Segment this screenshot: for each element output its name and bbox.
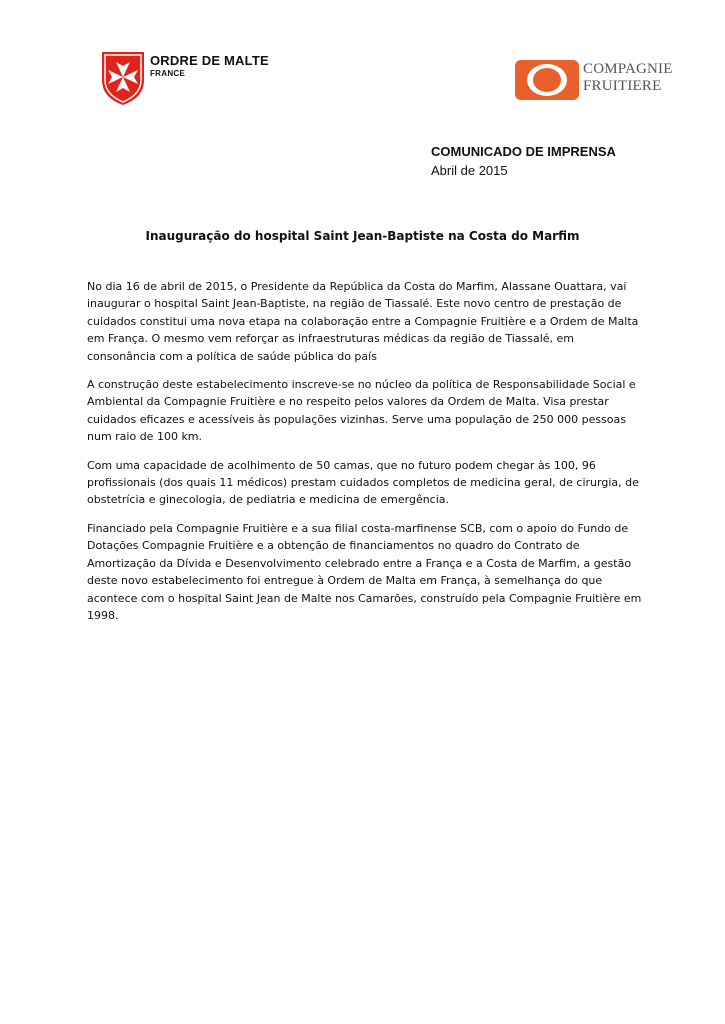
press-release-label: COMUNICADO DE IMPRENSA xyxy=(431,144,616,159)
paragraph: A construção deste estabelecimento inscreve-se no núcleo da política de Responsabilidade Social e Ambiental da Compagnie Fruitière e no respeito pelos valores da Ordem de Malta. Visa prestar cuidados eficazes e acessíveis às populações vizinhas. Serve uma população de 250 000 pessoas num raio de 100 km. xyxy=(87,378,636,444)
ordre-de-malte-logo xyxy=(100,50,270,108)
document-body xyxy=(87,278,643,635)
ordre-de-malte-country: FRANCE xyxy=(150,69,186,78)
compagnie-fruitiere-line1: COMPAGNIE xyxy=(583,61,673,77)
paragraph: No dia 16 de abril de 2015, o Presidente da República da Costa do Marfim, Alassane Ouattara, vai inaugurar o hospital Saint Jean-Baptiste, na região de Tiassalé. Este novo centro de prestação de cuidados constitui uma nova etapa na colaboração entre a Compagnie Fruitière e a Ordem de Malta em França. O mesmo vem reforçar as infraestruturas médicas da região de Tiassalé, em consonância com a política de saúde pública do país xyxy=(87,280,639,363)
compagnie-fruitiere-logo xyxy=(513,58,688,102)
paragraph: Financiado pela Compagnie Fruitière e a sua filial costa-marfinense SCB, com o apoio do Fundo de Dotações Compagnie Fruitière e a obtenção de financiamentos no quadro do Contrato de Amortização da Dívida e Desenvolvimento celebrado entre a França e a Costa de Marfim, a gestão deste novo estabelecimento foi entregue à Ordem de Malta em França, à semelhança do que acontece com o hospital Saint Jean de Malte nos Camarões, construído pela Compagnie Fruitière em 1998. xyxy=(87,521,642,622)
press-release-block xyxy=(431,142,616,180)
maltese-cross-shield-icon xyxy=(100,50,146,106)
ordre-de-malte-name: ORDRE DE MALTE xyxy=(150,53,269,68)
compagnie-fruitiere-line2: FRUITIERE xyxy=(583,78,662,94)
press-release-date: Abril de 2015 xyxy=(431,163,508,178)
compagnie-fruitiere-mark-icon xyxy=(513,58,581,102)
paragraph: Com uma capacidade de acolhimento de 50 camas, que no futuro podem chegar às 100, 96 profissionais (dos quais 11 médicos) prestam cuidados completos de medicina geral, de cirurgia, de obstetrícia e ginecologia, de pediatria e medicina de emergência. xyxy=(87,458,639,507)
document-title: Inauguração do hospital Saint Jean-Baptiste na Costa do Marfim xyxy=(145,229,580,243)
